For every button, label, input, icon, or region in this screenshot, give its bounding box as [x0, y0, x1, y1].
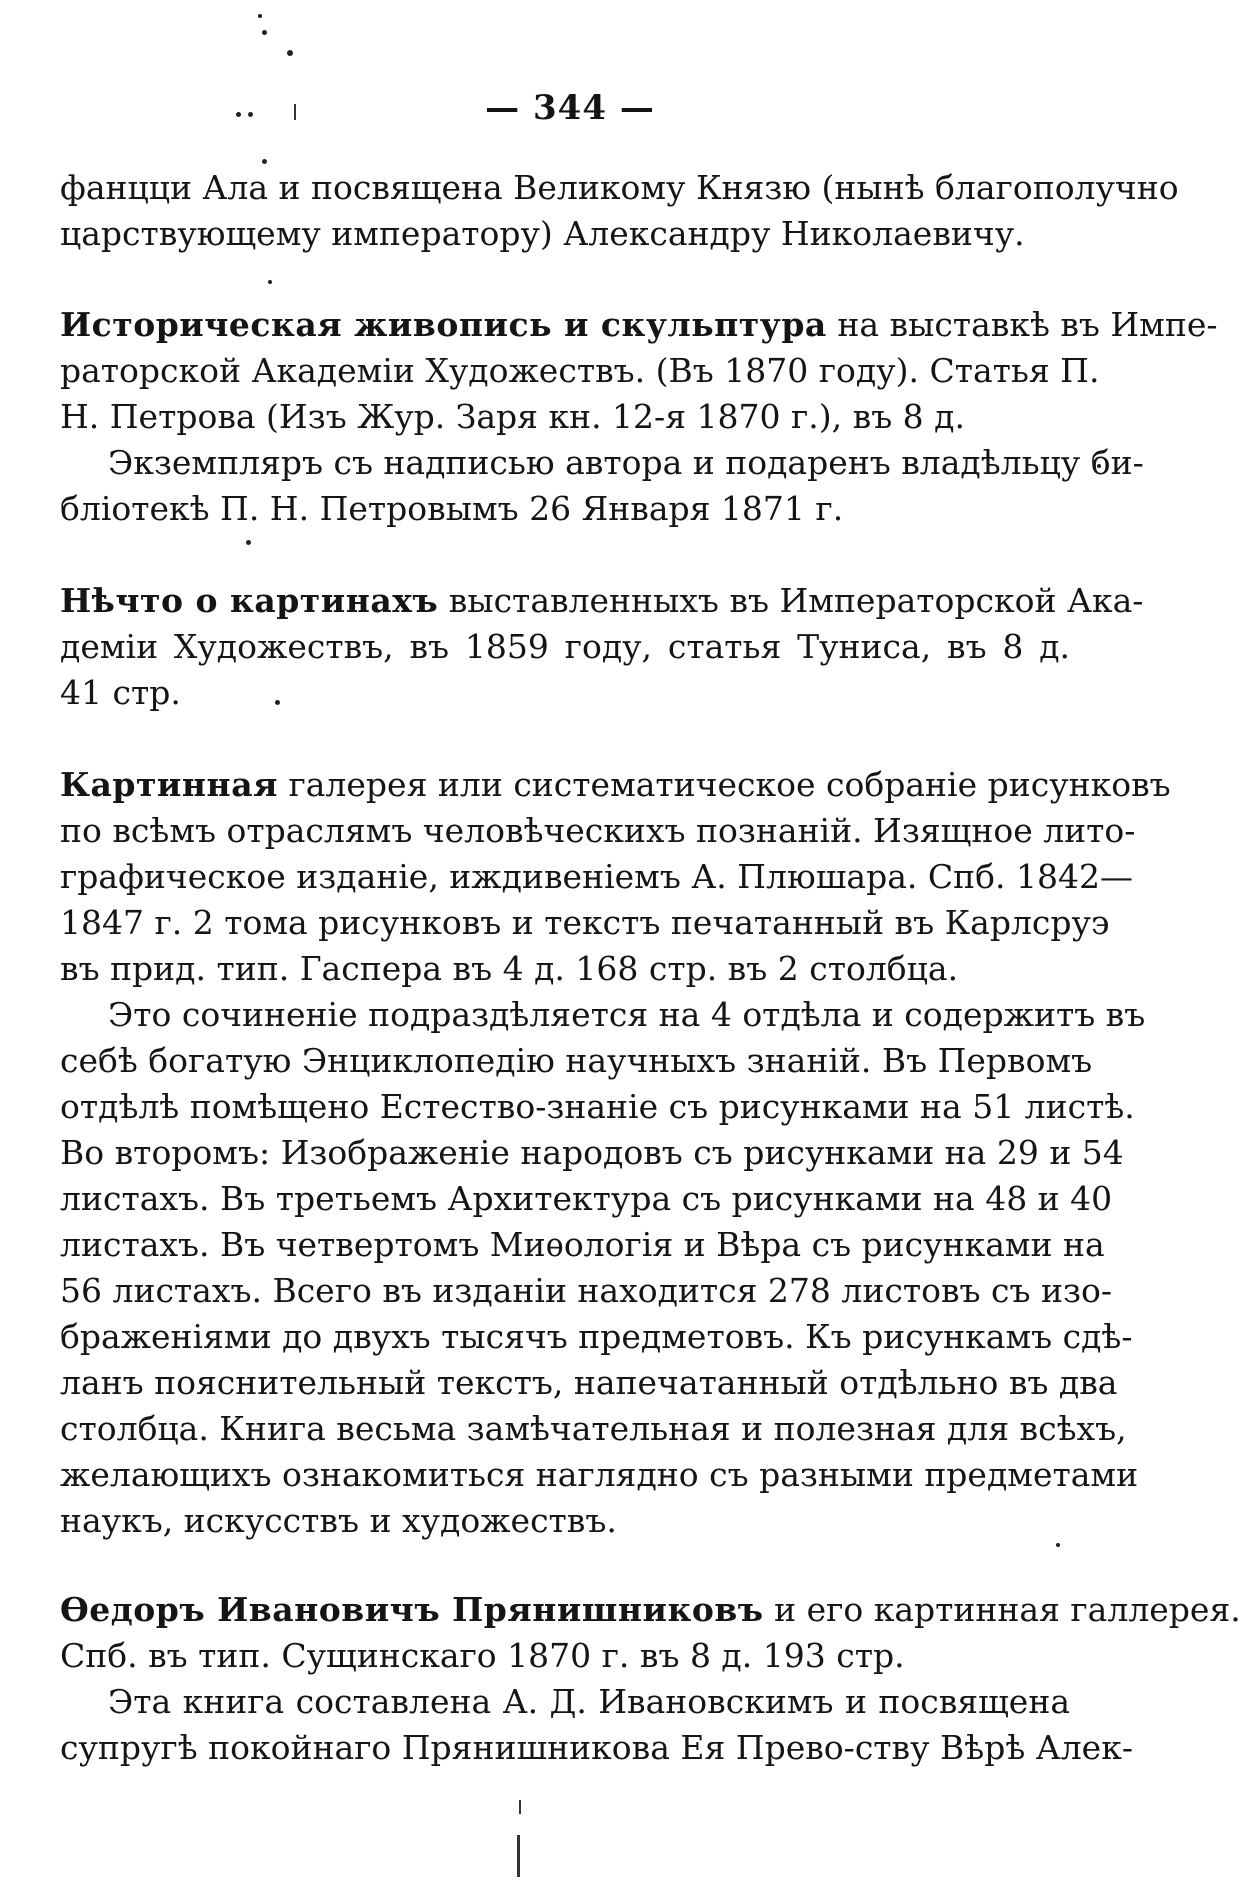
text-line: раторской Академіи Художествъ. (Въ 1870 году). Статья П. [60, 351, 1100, 390]
entry-continuation [60, 165, 1179, 257]
ink-speck [262, 30, 267, 35]
text-line: столбца. Книга весьма замѣчательная и полезная для всѣхъ, [60, 1409, 1127, 1448]
text-line: желающихъ ознакомиться наглядно съ разными предметами [60, 1455, 1139, 1494]
text-line: Экземпляръ съ надписью автора и подаренъ владѣльцу би- [108, 443, 1144, 482]
text-line: ланъ пояснительный текстъ, напечатанный отдѣльно въ два [60, 1363, 1118, 1402]
entry-about-paintings [60, 578, 1144, 716]
text-line: наукъ, искусствъ и художествъ. [60, 1501, 617, 1540]
text-line: деміи Художествъ, въ 1859 году, статья Туниса, въ 8 д. [60, 627, 1070, 666]
text-fragment: на выставкѣ въ Импе- [837, 305, 1218, 344]
entry-pryanishnikov [60, 1587, 1241, 1771]
ink-speck [258, 14, 262, 18]
page-number: — 344 — [485, 88, 655, 128]
entry-heading: Нѣчто о картинахъ [60, 581, 439, 620]
text-line: Это сочиненіе подраздѣляется на 4 отдѣла и содержитъ въ [108, 995, 1146, 1034]
text-line: въ прид. тип. Гаспера въ 4 д. 168 стр. въ 2 столбца. [60, 949, 959, 988]
text-line: бліотекѣ П. Н. Петровымъ 26 Января 1871 г. [60, 489, 844, 528]
text-line: фанцци Ала и посвящена Великому Князю (нынѣ благополучно [60, 168, 1179, 207]
text-line [60, 302, 1218, 348]
entry-heading: Ѳедоръ Ивановичъ Прянишниковъ [60, 1590, 764, 1629]
text-line: Спб. въ тип. Сущинскаго 1870 г. въ 8 д. 193 стр. [60, 1636, 905, 1675]
text-line: листахъ. Въ четвертомъ Миѳологія и Вѣра съ рисунками на [60, 1225, 1105, 1264]
text-line: 1847 г. 2 тома рисунковъ и текстъ печатанный въ Карлсруэ [60, 903, 1110, 942]
text-line: графическое изданіе, иждивеніемъ А. Плюшара. Спб. 1842— [60, 857, 1133, 896]
ink-mark [519, 1800, 521, 1814]
ink-speck [262, 159, 267, 164]
ink-speck [246, 540, 251, 545]
text-line: Эта книга составлена А. Д. Ивановскимъ и посвящена [108, 1682, 1070, 1721]
text-line [60, 1587, 1241, 1633]
ink-speck [268, 280, 272, 284]
text-line: отдѣлѣ помѣщено Естество-знаніе съ рисунками на 51 листѣ. [60, 1087, 1135, 1126]
ink-speck [287, 50, 293, 56]
text-line: браженіями до двухъ тысячъ предметовъ. Къ рисункамъ сдѣ- [60, 1317, 1133, 1356]
text-line [60, 762, 1171, 808]
text-fragment: галерея или систематическое собраніе рисунковъ [288, 765, 1171, 804]
entry-picture-gallery [60, 762, 1171, 1544]
entry-heading: Картинная [60, 765, 278, 804]
text-fragment: и его картинная галлерея. [774, 1590, 1241, 1629]
text-fragment: выставленныхъ въ Императорской Ака- [448, 581, 1144, 620]
ink-mark [517, 1835, 520, 1877]
text-line: 41 стр. [60, 673, 181, 712]
text-line: Н. Петрова (Изъ Жур. Заря кн. 12-я 1870 г.), въ 8 д. [60, 397, 965, 436]
text-line: Во второмъ: Изображеніе народовъ съ рисунками на 29 и 54 [60, 1133, 1124, 1172]
text-line: супругѣ покойнаго Прянишникова Ея Прево-ству Вѣрѣ Алек- [60, 1728, 1133, 1767]
text-line: себѣ богатую Энциклопедію научныхъ знаній. Въ Первомъ [60, 1041, 1093, 1080]
text-line [60, 578, 1144, 624]
entry-heading: Историческая живопись и скульптура [60, 305, 827, 344]
text-line: по всѣмъ отраслямъ человѣческихъ познаній. Изящное лито- [60, 811, 1136, 850]
text-line: листахъ. Въ третьемъ Архитектура съ рисунками на 48 и 40 [60, 1179, 1113, 1218]
entry-historical-painting [60, 302, 1218, 532]
text-line: 56 листахъ. Всего въ изданіи находится 278 листовъ съ изо- [60, 1271, 1113, 1310]
text-line: царствующему императору) Александру Николаевичу. [60, 214, 1025, 253]
